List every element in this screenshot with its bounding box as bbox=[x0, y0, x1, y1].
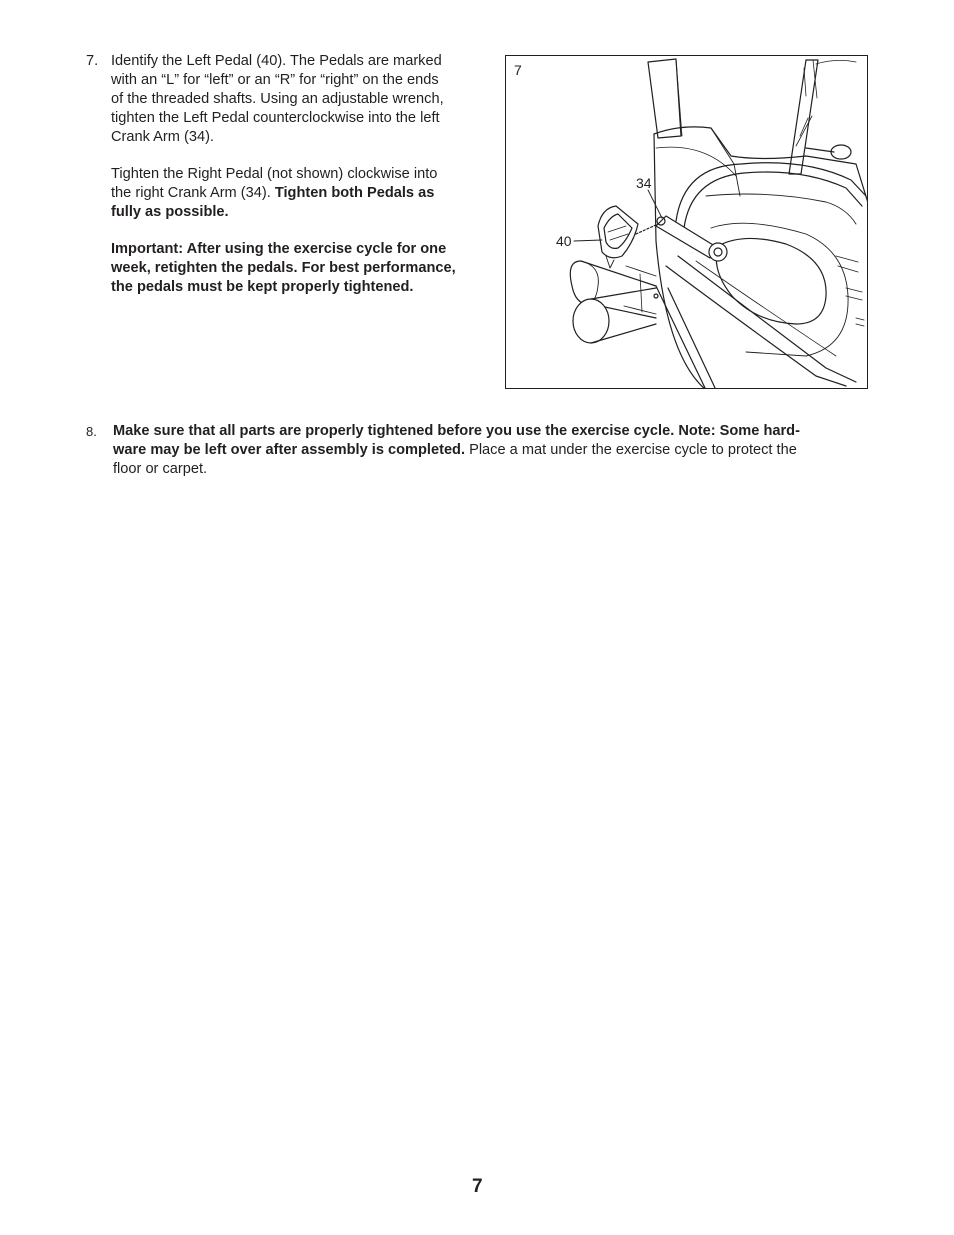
exercise-cycle-pedal-illustration bbox=[506, 56, 868, 389]
step-7-line: Identify the Left Pedal (40). The Pedals are marked bbox=[111, 53, 442, 69]
important-line: Important: After using the exercise cycle for one bbox=[111, 241, 447, 257]
step-7-emphasis: Tighten both Pedals as bbox=[274, 185, 435, 201]
assembly-figure-7 bbox=[505, 55, 868, 389]
callout-crank-arm: 34 bbox=[636, 175, 652, 191]
callout-left-pedal: 40 bbox=[556, 233, 572, 249]
step-8-emphasis: Make sure that all parts are properly tightened before you use the exercise cycle. Note: Some hard- bbox=[113, 423, 800, 439]
step-7-line: Tighten the Right Pedal (not shown) clockwise into bbox=[111, 166, 438, 182]
step-8-line: floor or carpet. bbox=[113, 461, 208, 477]
step-7-important-note bbox=[111, 240, 483, 297]
step-7-emphasis: fully as possible. bbox=[111, 204, 229, 220]
figure-number: 7 bbox=[514, 62, 522, 78]
step-7-paragraph-2 bbox=[111, 165, 483, 222]
step-7-line: of the threaded shafts. Using an adjustable wrench, bbox=[111, 91, 444, 107]
step-8-instructions bbox=[113, 422, 863, 479]
step-7-line: the right Crank Arm (34). bbox=[111, 185, 275, 201]
step-7-line: tighten the Left Pedal bbox=[111, 110, 249, 126]
step-7-line: counterclockwise into the left bbox=[248, 110, 440, 126]
step-7-line: Crank Arm (34). bbox=[111, 129, 214, 145]
step-7-number: 7. bbox=[86, 53, 99, 69]
step-7-instructions bbox=[111, 52, 483, 315]
step-8-line: Place a mat under the exercise cycle to protect the bbox=[465, 442, 797, 458]
step-7-paragraph-1 bbox=[111, 52, 483, 147]
step-8-number: 8. bbox=[86, 424, 97, 439]
step-7-line: with an “L” for “left” or an “R” for “right” on the ends bbox=[111, 72, 439, 88]
step-8-emphasis: ware may be left over after assembly is completed. bbox=[113, 442, 466, 458]
important-line: the pedals must be kept properly tightened. bbox=[111, 279, 414, 295]
important-line: week, retighten the pedals. For best performance, bbox=[111, 260, 456, 276]
page-number: 7 bbox=[472, 1176, 483, 1197]
